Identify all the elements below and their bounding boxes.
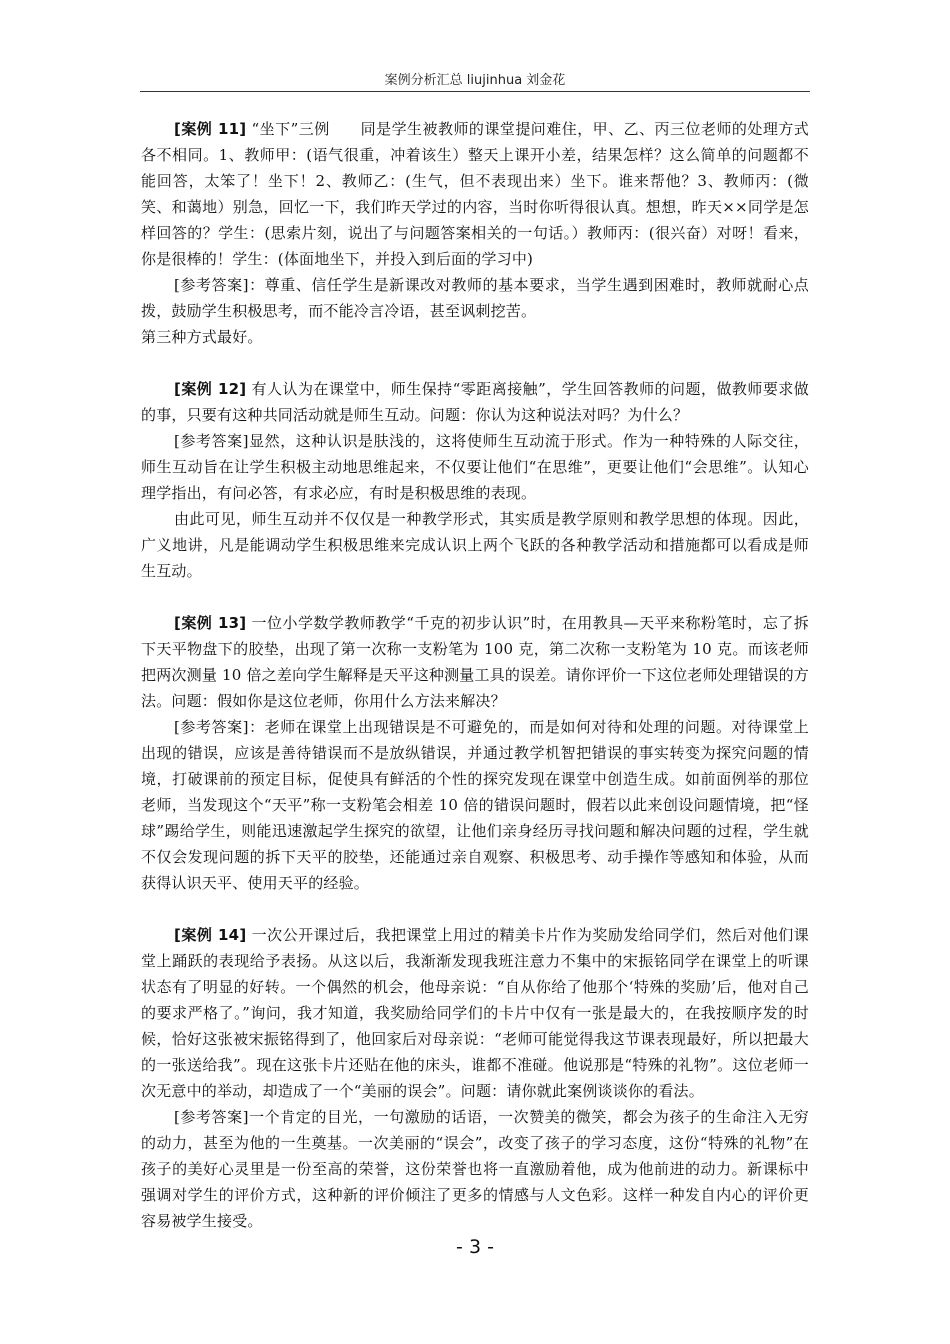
case-13-label: [案例 13]: [174, 614, 247, 632]
case-14-question-text: 一次公开课过后，我把课堂上用过的精美卡片作为奖励发给同学们，然后对他们课堂上踊跃的表现给予表扬。从这以后，我渐渐发现我班注意力不集中的宋振铭同学在课堂上的听课状态有了明显的好转。一个偶然的机会，他母亲说：“自从你给了他那个‘特殊的奖励’后，他对自己的要求严格了。”询问，我才知道，我奖励给同学们的卡片中仅有一张是最大的，在我按顺序发的时候，恰好这张被宋振铭得到了，他回家后对母亲说：“老师可能觉得我这节课表现最好，所以把最大的一张送给我”。现在这张卡片还贴在他的床头，谁都不准碰。他说那是“特殊的礼物”。这位老师一次无意中的举动，却造成了一个“美丽的误会”。问题：请你就此案例谈谈你的看法。: [141, 926, 809, 1100]
case-11-question-text: “坐下”三例 同是学生被教师的课堂提问难住，甲、乙、丙三位老师的处理方式各不相同。1、教师甲：(语气很重，冲着该生）整天上课开小差，结果怎样？这么简单的问题都不能回答，太笨了！坐下！2、教师乙：(生气，但不表现出来）坐下。谁来帮他？3、教师丙：(微笑、和蔼地）别急，回忆一下，我们昨天学过的内容，当时你听得很认真。想想，昨天××同学是怎样回答的？学生：(思索片刻，说出了与问题答案相关的一句话。）教师丙：(很兴奋）对呀！看来，你是很棒的！学生：(体面地坐下，并投入到后面的学习中): [141, 120, 809, 268]
case-14-label: [案例 14]: [174, 926, 247, 944]
page-number: - 3 -: [456, 1236, 494, 1258]
document-body: [141, 116, 809, 1234]
case-12-label: [案例 12]: [174, 380, 247, 398]
case-11-answer-tail: 第三种方式最好。: [141, 328, 263, 346]
case-14-answer: [参考答案]一个肯定的目光，一句激励的话语，一次赞美的微笑，都会为孩子的生命注入无穷的动力，甚至为他的一生奠基。一次美丽的“误会”，改变了孩子的学习态度，这份“特殊的礼物”在孩子的美好心灵里是一份至高的荣誉，这份荣誉也将一直激励着他，成为他前进的动力。新课标中强调对学生的评价方式，这种新的评价倾注了更多的情感与人文色彩。这样一种发自内心的评价更容易被学生接受。: [141, 1108, 809, 1230]
header-rule: [140, 91, 810, 92]
case-12-question-text: 有人认为在课堂中，师生保持“零距离接触”，学生回答教师的问题，做教师要求做的事，只要有这种共同活动就是师生互动。问题：你认为这种说法对吗？为什么？: [141, 380, 809, 424]
case-13-question-text: 一位小学数学教师教学“千克的初步认识”时，在用教具—天平来称粉笔时，忘了拆下天平物盘下的胶垫，出现了第一次称一支粉笔为 100 克，第二次称一支粉笔为 10 克。而该老师把两次测量 10 倍之差向学生解释是天平这种测量工具的误差。请你评价一下这位老师处理错误的方法。问题：假如你是这位老师，你用什么方法来解决？: [141, 614, 809, 710]
section-gap: [141, 350, 809, 376]
case-11-answer: [参考答案]：尊重、信任学生是新课改对教师的基本要求，当学生遇到困难时，教师就耐心点拨，鼓励学生积极思考，而不能冷言冷语，甚至讽刺挖苦。: [141, 276, 809, 320]
case-14-question: [141, 922, 809, 1104]
section-gap: [141, 896, 809, 922]
case-12-question: [141, 376, 809, 428]
case-12-answer-tail: 由此可见，师生互动并不仅仅是一种教学形式，其实质是教学原则和教学思想的体现。因此，广义地讲，凡是能调动学生积极思维来完成认识上两个飞跃的各种教学活动和措施都可以看成是师生互动。: [141, 510, 809, 580]
section-gap: [141, 584, 809, 610]
case-11-question: [141, 116, 809, 272]
case-12-answer: [参考答案]显然，这种认识是肤浅的，这将使师生互动流于形式。作为一种特殊的人际交往，师生互动旨在让学生积极主动地思维起来，不仅要让他们“在思维”，更要让他们“会思维”。认知心理学指出，有问必答，有求必应，有时是积极思维的表现。: [141, 432, 809, 502]
case-13-answer: [参考答案]：老师在课堂上出现错误是不可避免的，而是如何对待和处理的问题。对待课堂上出现的错误，应该是善待错误而不是放纵错误，并通过教学机智把错误的事实转变为探究问题的情境，打破课前的预定目标，促使具有鲜活的个性的探究发现在课堂中创造生成。如前面例举的那位老师，当发现这个“天平”称一支粉笔会相差 10 倍的错误问题时，假若以此来创设问题情境，把“怪球”踢给学生，则能迅速激起学生探究的欲望，让他们亲身经历寻找问题和解决问题的过程，学生就不仅会发现问题的拆下天平的胶垫，还能通过亲自观察、积极思考、动手操作等感知和体验，从而获得认识天平、使用天平的经验。: [141, 718, 809, 892]
case-11-label: [案例 11]: [174, 120, 247, 138]
case-13-question: [141, 610, 809, 714]
page-header: 案例分析汇总 liujinhua 刘金花: [384, 73, 566, 88]
